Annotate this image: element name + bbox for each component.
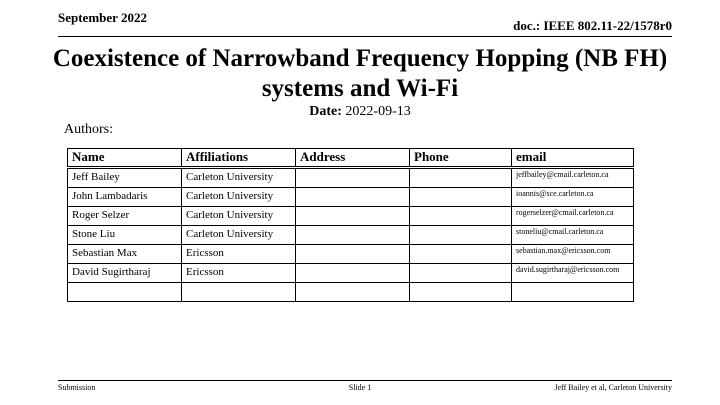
date-value: 2022-09-13: [345, 104, 411, 119]
author-name: Jeff Bailey: [68, 168, 182, 188]
footer-submission: Submission: [58, 383, 96, 392]
author-affiliation: Carleton University: [182, 207, 296, 226]
authors-table: [67, 148, 634, 302]
footer-authors: Jeff Bailey et al, Carleton University: [554, 383, 672, 392]
author-phone: [410, 226, 512, 245]
table-row: [68, 168, 634, 188]
authors-label: Authors:: [64, 122, 113, 137]
table-row: [68, 245, 634, 264]
author-email: sebastian.max@ericsson.com: [512, 245, 634, 264]
header-divider: [58, 36, 672, 37]
footer-divider: [58, 380, 672, 381]
author-address: [296, 264, 410, 283]
authors-table-header-row: [68, 149, 634, 168]
author-name: John Lambadaris: [68, 188, 182, 207]
date-label: Date:: [309, 104, 342, 119]
author-address: [296, 207, 410, 226]
author-email: jeffbailey@cmail.carleton.ca: [512, 168, 634, 188]
author-affiliation: Carleton University: [182, 188, 296, 207]
author-phone: [410, 168, 512, 188]
table-row-empty: [68, 283, 634, 302]
author-name: Stone Liu: [68, 226, 182, 245]
author-affiliation: [182, 283, 296, 302]
author-email: ioannis@sce.carleton.ca: [512, 188, 634, 207]
author-email: david.sugirtharaj@ericsson.com: [512, 264, 634, 283]
author-phone: [410, 188, 512, 207]
col-header-phone: Phone: [410, 149, 512, 168]
footer-slide-number: Slide 1: [348, 383, 372, 392]
slide-date: [0, 104, 720, 120]
author-email: rogerselzer@cmail.carleton.ca: [512, 207, 634, 226]
col-header-name: Name: [68, 149, 182, 168]
col-header-address: Address: [296, 149, 410, 168]
author-affiliation: Ericsson: [182, 245, 296, 264]
author-affiliation: Ericsson: [182, 264, 296, 283]
author-email: [512, 283, 634, 302]
author-name: [68, 283, 182, 302]
author-address: [296, 168, 410, 188]
author-address: [296, 226, 410, 245]
col-header-email: email: [512, 149, 634, 168]
author-name: Sebastian Max: [68, 245, 182, 264]
author-phone: [410, 245, 512, 264]
author-name: David Sugirtharaj: [68, 264, 182, 283]
author-address: [296, 188, 410, 207]
table-row: [68, 207, 634, 226]
author-phone: [410, 207, 512, 226]
author-address: [296, 245, 410, 264]
author-email: stoneliu@cmail.carleton.ca: [512, 226, 634, 245]
header-date: September 2022: [58, 10, 147, 25]
table-row: [68, 188, 634, 207]
author-affiliation: Carleton University: [182, 226, 296, 245]
col-header-affiliations: Affiliations: [182, 149, 296, 168]
table-row: [68, 226, 634, 245]
slide-title: Coexistence of Narrowband Frequency Hopping (NB FH) systems and Wi-Fi: [52, 45, 668, 102]
table-row: [68, 264, 634, 283]
author-phone: [410, 264, 512, 283]
author-address: [296, 283, 410, 302]
author-name: Roger Selzer: [68, 207, 182, 226]
author-affiliation: Carleton University: [182, 168, 296, 188]
author-phone: [410, 283, 512, 302]
header-doc-id: doc.: IEEE 802.11-22/1578r0: [513, 18, 672, 33]
